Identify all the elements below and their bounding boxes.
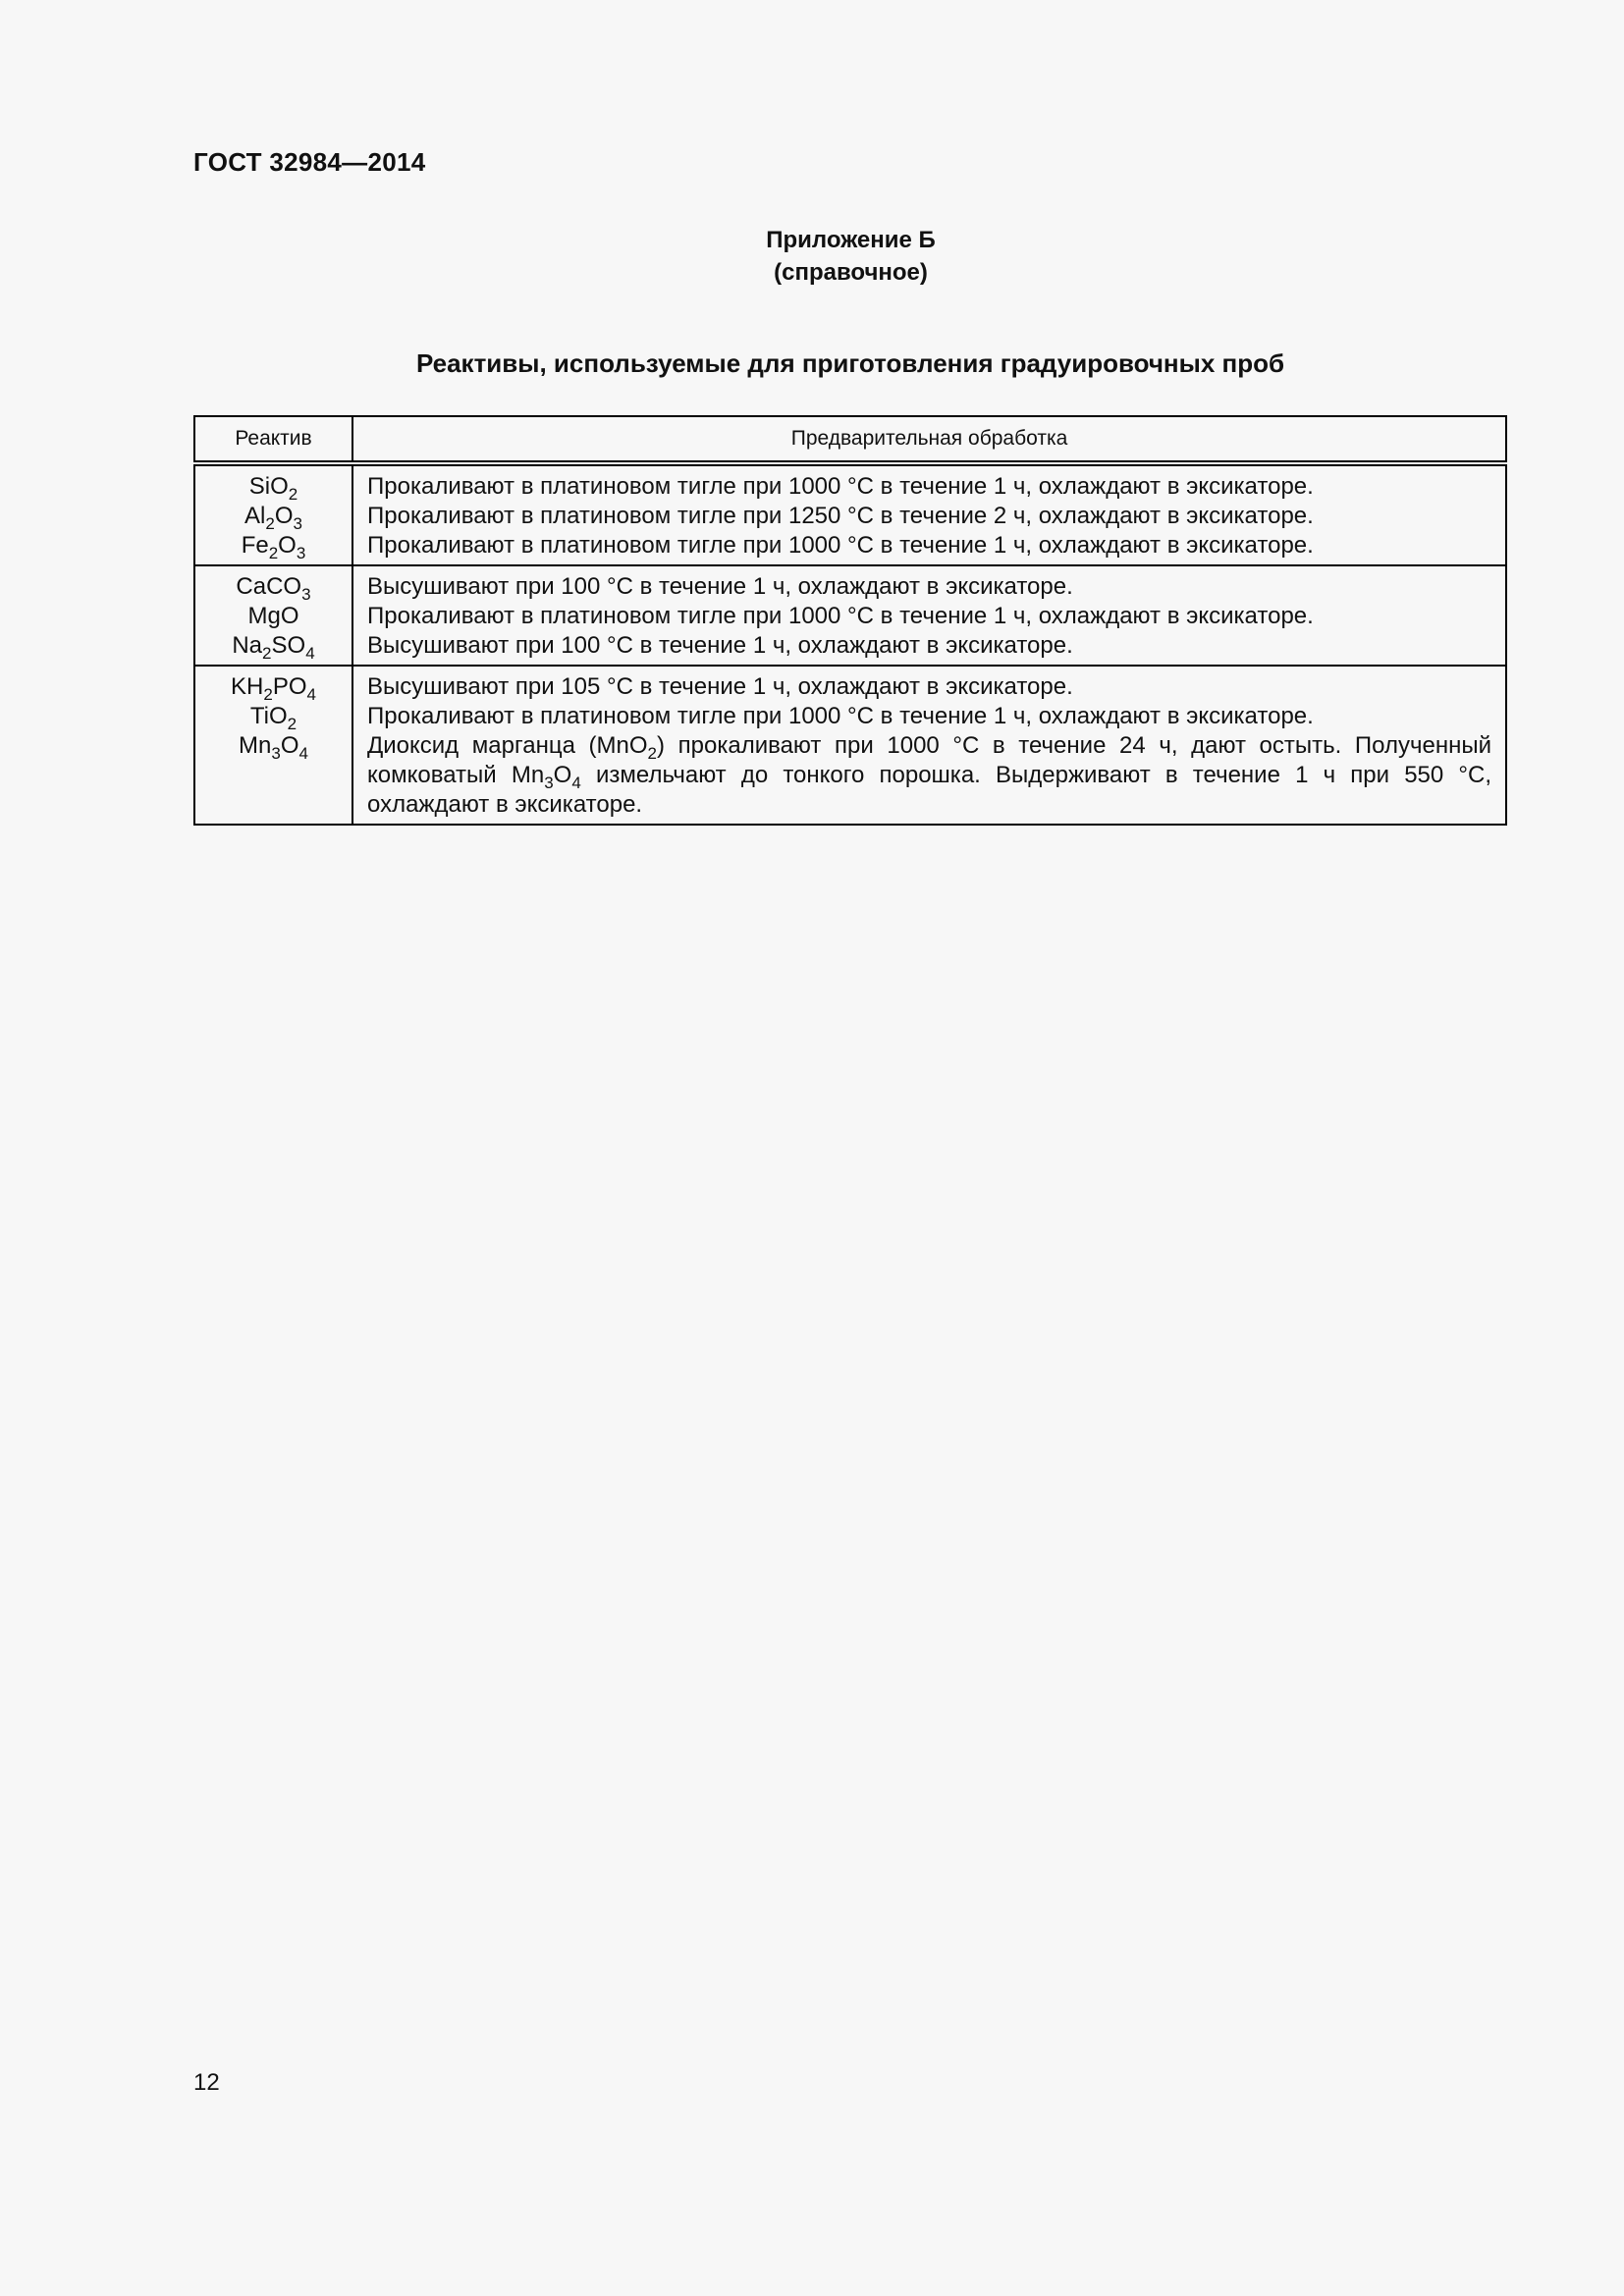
treatment-cell (352, 666, 1506, 825)
subscript: 3 (301, 585, 311, 604)
subscript: 4 (306, 685, 316, 704)
table-row (194, 463, 1506, 565)
subscript: 2 (647, 744, 658, 763)
subscript: 3 (296, 544, 306, 562)
text-run: ) прокаливают при 1000 °С в течение 24 ч, дают остыть. Полученный комковатый Mn (367, 732, 1492, 788)
text-run: Высушивают при 100 °С в течение 1 ч, охлаждают в эксикаторе. (367, 632, 1073, 659)
subscript: 2 (265, 514, 275, 533)
subscript: 2 (268, 544, 279, 562)
treatment-text (367, 472, 1491, 502)
appendix-type: (справочное) (774, 259, 928, 286)
table-row (194, 666, 1506, 825)
text-run: KH (231, 673, 264, 700)
text-run: Прокаливают в платиновом тигле при 1250 °С в течение 2 ч, охлаждают в эксикаторе. (367, 503, 1314, 529)
text-run: измельчают до тонкого порошка. Выдерживают в течение 1 ч при 550 °С, охлаждают в эксикаторе. (367, 762, 1492, 818)
reagent-formula (195, 731, 352, 761)
subscript: 3 (544, 774, 554, 792)
text-run: O (274, 503, 294, 529)
reagent-formula (195, 702, 352, 731)
text-run: Прокаливают в платиновом тигле при 1000 °С в течение 1 ч, охлаждают в эксикаторе. (367, 603, 1314, 629)
text-run: O (553, 762, 572, 788)
text-run: SO (271, 632, 306, 659)
subscript: 2 (263, 685, 273, 704)
reagent-formula (195, 531, 352, 561)
text-run: CaCO (236, 573, 302, 600)
subscript: 4 (298, 744, 308, 763)
subscript: 2 (287, 715, 298, 733)
reagent-cell (194, 463, 352, 565)
reagent-formula (195, 602, 352, 631)
appendix-heading (0, 224, 1624, 289)
reagent-formula (195, 631, 352, 661)
subscript: 3 (271, 744, 281, 763)
appendix-label: Приложение Б (766, 227, 936, 253)
reagent-cell (194, 666, 352, 825)
text-run: Mn (239, 732, 272, 759)
text-run: Диоксид марганца (MnO (367, 732, 648, 759)
table-row (194, 565, 1506, 666)
document-code: ГОСТ 32984—2014 (193, 147, 426, 177)
reagent-formula (195, 502, 352, 531)
page-number: 12 (193, 2069, 220, 2096)
reagent-formula (195, 672, 352, 702)
text-run: Na (232, 632, 263, 659)
reagent-cell (194, 565, 352, 666)
table-header-row (194, 416, 1506, 463)
text-run: SiO (248, 473, 289, 500)
text-run: MgO (247, 603, 299, 629)
treatment-text (367, 602, 1491, 631)
subscript: 4 (305, 644, 315, 663)
text-run: Прокаливают в платиновом тигле при 1000 °С в течение 1 ч, охлаждают в эксикаторе. (367, 473, 1314, 500)
treatment-text (367, 731, 1491, 820)
treatment-text (367, 631, 1491, 661)
text-run: O (280, 732, 299, 759)
reagent-formula (195, 472, 352, 502)
treatment-cell (352, 463, 1506, 565)
text-run: Прокаливают в платиновом тигле при 1000 °С в течение 1 ч, охлаждают в эксикаторе. (367, 703, 1314, 729)
header-reagent: Реактив (194, 416, 352, 463)
text-run: Высушивают при 100 °С в течение 1 ч, охлаждают в эксикаторе. (367, 573, 1073, 600)
treatment-cell (352, 565, 1506, 666)
text-run: O (278, 532, 297, 559)
reagents-table (193, 415, 1507, 826)
reagent-formula (195, 572, 352, 602)
table-title: Реактивы, используемые для приготовления градуировочных проб (415, 348, 1285, 378)
treatment-text (367, 672, 1491, 702)
treatment-text (367, 702, 1491, 731)
text-run: TiO (249, 703, 288, 729)
subscript: 2 (262, 644, 272, 663)
subscript: 3 (293, 514, 302, 533)
text-run: Fe (241, 532, 269, 559)
text-run: Прокаливают в платиновом тигле при 1000 °С в течение 1 ч, охлаждают в эксикаторе. (367, 532, 1314, 559)
header-pretreatment: Предварительная обработка (352, 416, 1506, 463)
subscript: 2 (288, 485, 298, 504)
text-run: PO (272, 673, 307, 700)
subscript: 4 (571, 774, 581, 792)
treatment-text (367, 502, 1491, 531)
treatment-text (367, 531, 1491, 561)
text-run: Al (244, 503, 266, 529)
treatment-text (367, 572, 1491, 602)
text-run: Высушивают при 105 °С в течение 1 ч, охлаждают в эксикаторе. (367, 673, 1073, 700)
table-body (194, 463, 1506, 825)
